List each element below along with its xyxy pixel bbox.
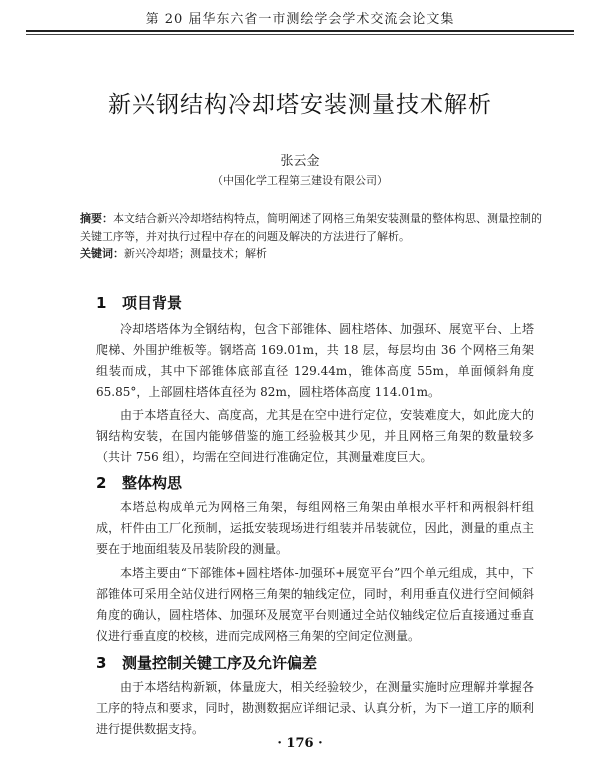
author-name: 张云金 xyxy=(280,154,320,169)
abstract-text: 本文结合新兴冷却塔结构特点，简明阐述了网格三角架安装测量的整体构思、测量控制的关键工序等，并对执行过程中存在的问题及解决的方法进行了解析。 xyxy=(80,212,542,243)
section-title: 整体构思 xyxy=(122,474,183,492)
section-number: 1 xyxy=(96,294,107,312)
section-heading-2 xyxy=(96,472,182,493)
keywords xyxy=(80,245,542,263)
section-title: 项目背景 xyxy=(122,294,183,312)
running-header: 第 20 届华东六省一市测绘学会学术交流会论文集 xyxy=(145,12,455,27)
keywords-text: 新兴冷却塔；测量技术；解析 xyxy=(124,247,267,260)
abstract xyxy=(80,210,542,246)
section-number: 3 xyxy=(96,654,107,672)
body-paragraph: 冷却塔塔体为全钢结构，包含下部锥体、圆柱塔体、加强环、展宽平台、上塔爬梯、外围护维板等。钢塔高 169.01m，共 18 层，每层均由 36 个网格三角架组装而成，其中下部锥体底部直径 129.44m，锥体高度 55m，单面倾斜角度 65.85°，上部圆柱塔体直径为 82m，圆柱塔体高度 114.01m。 xyxy=(96,322,534,399)
page-number: · 176 · xyxy=(277,736,323,751)
body-paragraph: 本塔主要由“下部锥体+圆柱塔体-加强环+展宽平台”四个单元组成，其中，下部锥体可采用全站仪进行网格三角架的轴线定位，同时，利用垂直仪进行空间倾斜角度的确认，圆柱塔体、加强环及展宽平台则通过全站仪轴线定位后直接通过垂直仪进行垂直度的校核，进而完成网格三角架的空间定位测量。 xyxy=(96,566,534,643)
body-paragraph: 本塔总构成单元为网格三角架，每组网格三角架由单根水平杆和两根斜杆组成，杆件由工厂化预制，运抵安装现场进行组装并吊装就位，因此，测量的重点主要在于地面组装及吊装阶段的测量。 xyxy=(96,500,534,556)
author-affiliation: （中国化学工程第三建设有限公司） xyxy=(212,174,388,187)
paper-title: 新兴钢结构冷却塔安装测量技术解析 xyxy=(108,92,492,118)
body-paragraph: 由于本塔直径大、高度高，尤其是在空中进行定位，安装难度大，如此庞大的钢结构安装，在国内能够借鉴的施工经验极其少见，并且网格三角架的数量较多（共计 756 组），均需在空间进行准确定位，其测量难度巨大。 xyxy=(96,408,534,464)
section-title: 测量控制关键工序及允许偏差 xyxy=(122,654,318,672)
section-heading-3 xyxy=(96,652,317,673)
header-rule-secondary xyxy=(26,34,574,35)
keywords-label: 关键词： xyxy=(80,247,124,260)
abstract-label: 摘要： xyxy=(80,212,113,225)
body-paragraph: 由于本塔结构新颖，体量庞大，相关经验较少，在测量实施时应理解并掌握各工序的特点和要求，同时，勘测数据应详细记录、认真分析，为下一道工序的顺利进行提供数据支持。 xyxy=(96,680,534,736)
section-number: 2 xyxy=(96,474,107,492)
header-rule xyxy=(26,30,574,32)
section-heading-1 xyxy=(96,292,182,313)
